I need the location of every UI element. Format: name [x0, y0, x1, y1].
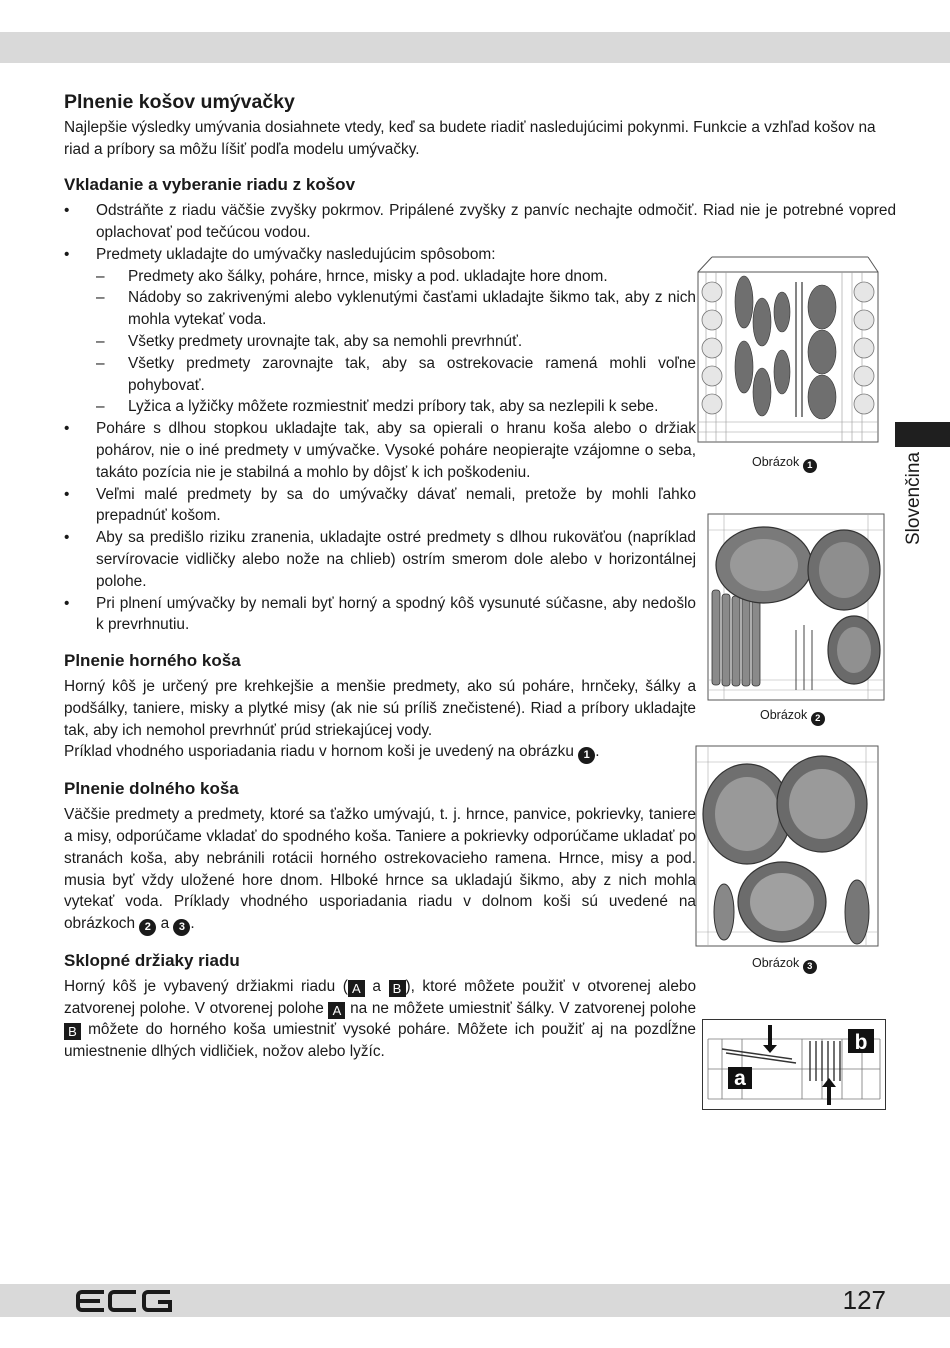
section-title-upper-basket: Plnenie horného koša — [64, 651, 241, 671]
list-item: • Pri plnení umývačky by nemali byť horný a spodný kôš vysunuté súčasne, aby nedošlo k prevrhnutiu. — [64, 593, 696, 637]
figure-4-label-a: a — [734, 1067, 746, 1090]
figure-4-label-b: b — [854, 1031, 868, 1054]
sub-list-item: – Nádoby so zakrivenými alebo vyklenutými časťami ukladajte šikmo tak, aby z nich mohla vytekať voda. — [96, 287, 696, 331]
section-title-loading-unloading: Vkladanie a vyberanie riadu z košov — [64, 175, 356, 195]
page-number: 127 — [842, 1285, 886, 1315]
intro-paragraph: Najlepšie výsledky umývania dosiahnete vtedy, keď sa budete riadiť nasledujúcimi pokynmi. Funkcie a vzhľad košov na riad a príbory sa môžu líšiť podľa modelu umývačky. — [64, 118, 876, 158]
language-tab — [895, 422, 950, 447]
figure-1-caption: Obrázok 1 — [752, 455, 817, 473]
marker-b: B — [64, 1023, 81, 1040]
folding-holders-paragraph: Horný kôš je vybavený držiakmi riadu ( A a B ), ktoré môžete použiť v otvorenej alebo zatvorenej polohe. V otvorenej polohe A na ne môžete umiestniť šálky. V zatvorenej polohe B môžete do horného koša umiestniť vysoké poháre. Môžete ich použiť aj na pozdĺžne umiestnenie dlhých vidličiek, nožov alebo lyžíc. — [64, 977, 697, 1061]
header-bar — [0, 32, 950, 63]
figure-lower-basket — [704, 510, 888, 706]
marker-b: B — [389, 980, 406, 997]
marker-a: A — [328, 1002, 345, 1019]
sub-list — [96, 266, 696, 419]
figure-lower-basket-pans — [692, 742, 882, 952]
figure-2-caption: Obrázok 2 — [760, 708, 825, 726]
list-item: • Poháre s dlhou stopkou ukladajte tak, aby sa opierali o hranu koša alebo o držiak pohárov, nie o iné predmety v umývačke. Vysoké poháre neopierajte vzájomne o seba, takáto pozícia nie je stabilná a mohlo by dôjsť k ich poškodeniu. — [64, 418, 696, 483]
sub-list-item: – Lyžica a lyžičky môžete rozmiestniť medzi príbory tak, aby sa nezlepili k sebe. — [96, 396, 696, 418]
section-title-lower-basket: Plnenie dolného koša — [64, 779, 239, 799]
sub-list-item: – Všetky predmety urovnajte tak, aby sa nemohli prevrhnúť. — [96, 331, 696, 353]
list-item — [64, 244, 696, 418]
marker-2: 2 — [139, 919, 156, 936]
marker-a: A — [348, 980, 365, 997]
language-label: Slovenčina — [903, 452, 924, 545]
sub-list-item: – Všetky predmety zarovnajte tak, aby sa ostrekovacie ramená mohli voľne pohybovať. — [96, 353, 696, 397]
list-item: • Odstráňte z riadu väčšie zvyšky pokrmov. Pripálené zvyšky z panvíc nechajte odmočiť. Riad nie je potrebné vopred oplachovať pod tečúcou vodou. — [64, 200, 896, 244]
list-item: • Aby sa predišlo riziku zranenia, ukladajte ostré predmety s dlhou rukoväťou (napríklad servírovacie vidličky alebo nože na chlieb) ostrím smerom dole alebo v horizontálnej polohe. — [64, 527, 696, 592]
section-title-folding-holders: Sklopné držiaky riadu — [64, 951, 240, 971]
marker-1: 1 — [578, 747, 595, 764]
figure-upper-basket — [692, 252, 884, 452]
ecg-logo-icon — [76, 1288, 172, 1314]
marker-3: 3 — [173, 919, 190, 936]
section-title-loading-baskets: Plnenie košov umývačky — [64, 91, 295, 113]
lower-basket-paragraph: Väčšie predmety a predmety, ktoré sa ťažko umývajú, t. j. hrnce, panvice, pokrievky, taniere a misy, odporúčame vkladať do spodného koša. Taniere a pokrievky odporúčame ukladať po stranách koša, aby nebránili rotácii horného ostrekovacieho ramena. Hrnce, misy a pod. musia byť vždy uložené hore dnom. Hlboké hrnce sa ukladajú šikmo, aby z nich mohla vytekať voda. Príklady vhodného usporiadania riadu v dolnom koši sú uvedené na obrázkoch 2 a 3 . — [64, 804, 696, 936]
figure-3-caption: Obrázok 3 — [752, 956, 817, 974]
figure-folding-holders — [702, 1019, 886, 1110]
list-item-text: Predmety ukladajte do umývačky nasledujúcim spôsobom: — [96, 245, 496, 263]
sub-list-item: – Predmety ako šálky, poháre, hrnce, misky a pod. ukladajte hore dnom. — [96, 266, 696, 288]
list-item: • Veľmi malé predmety by sa do umývačky dávať nemali, pretože by mohli ľahko prepadnúť košom. — [64, 484, 696, 528]
upper-basket-paragraph: Horný kôš je určený pre krehkejšie a menšie predmety, ako sú poháre, hrnčeky, šálky a podšálky, taniere, misky a plytké misy (ak nie sú príliš znečistené). Riad a príbory ukladajte tak, aby ich nemohol prevrhnúť prúd striekajúcej vody. Príklad vhodného usporiadania riadu v hornom koši je uvedený na obrázku 1 . — [64, 676, 696, 764]
